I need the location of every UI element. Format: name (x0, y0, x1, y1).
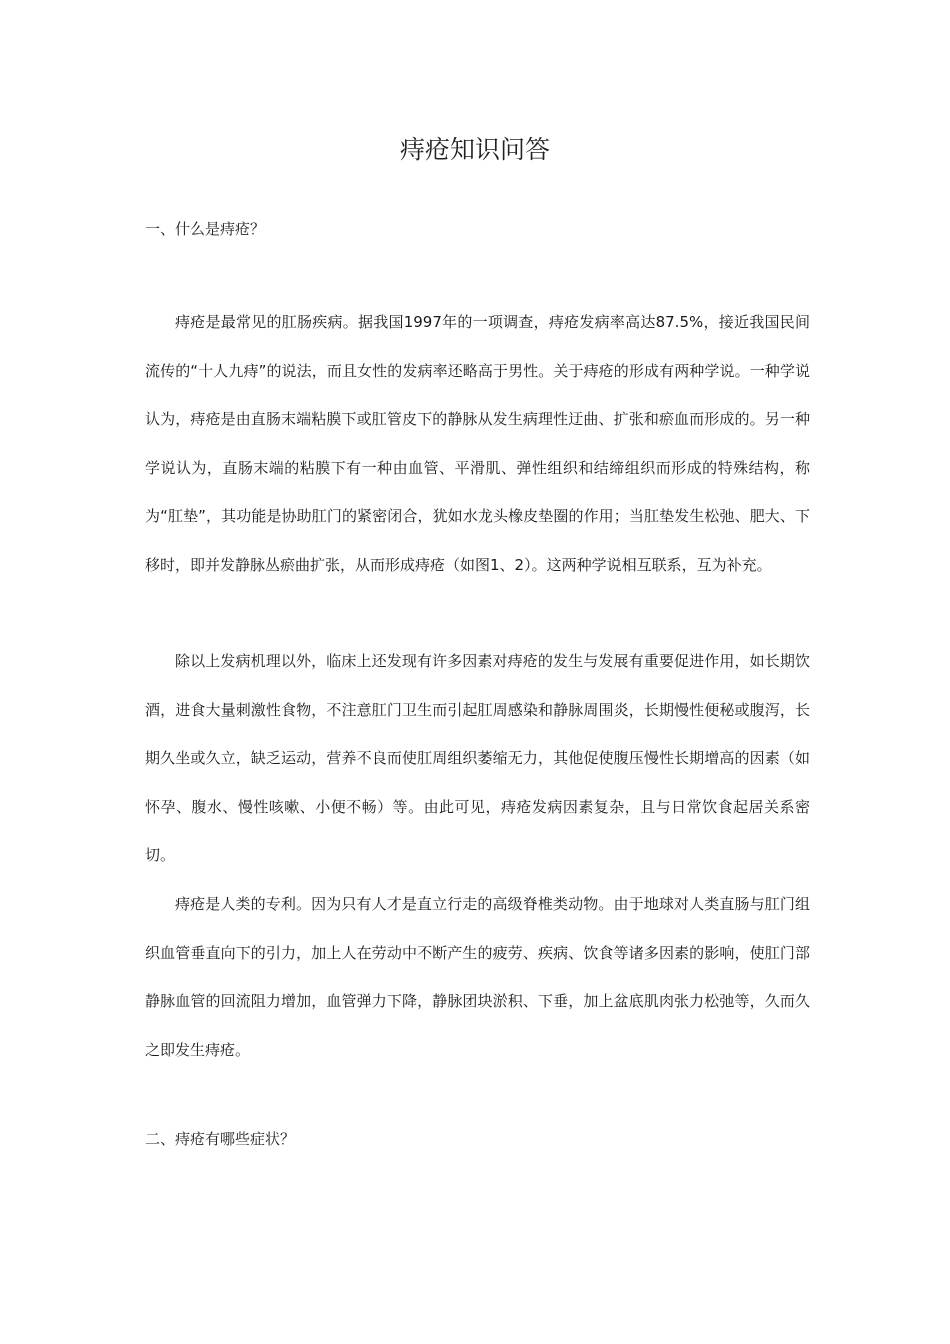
paragraph-1: 痔疮是最常见的肛肠疾病。据我国1997年的一项调查，痔疮发病率高达87.5%，接近我国民间流传的“十人九痔”的说法，而且女性的发病率还略高于男性。关于痔疮的形成有两种学说。一种学说认为，痔疮是由直肠末端粘膜下或肛管皮下的静脉从发生病理性迂曲、扩张和瘀血而形成的。另一种学说认为，直肠末端的粘膜下有一种由血管、平滑肌、弹性组织和结缔组织而形成的特殊结构，称为“肛垫”，其功能是协助肛门的紧密闭合，犹如水龙头橡皮垫圈的作用；当肛垫发生松弛、肥大、下移时，即并发静脉丛瘀曲扩张，从而形成痔疮（如图1、2）。这两种学说相互联系，互为补充。 (145, 313, 810, 574)
document-title: 痔疮知识问答 (399, 135, 550, 164)
section-heading-2: 二、痔疮有哪些症状？ (145, 1130, 296, 1148)
section-heading-1: 一、什么是痔疮？ (145, 220, 266, 238)
paragraph-2: 除以上发病机理以外，临床上还发现有许多因素对痔疮的发生与发展有重要促进作用，如长期饮酒，进食大量刺激性食物，不注意肛门卫生而引起肛周感染和静脉周围炎，长期慢性便秘或腹泻，长期久坐或久立，缺乏运动，营养不良而使肛周组织萎缩无力，其他促使腹压慢性长期增高的因素（如怀孕、腹水、慢性咳嗽、小便不畅）等。由此可见，痔疮发病因素复杂，且与日常饮食起居关系密切。 (145, 652, 810, 864)
paragraph-3: 痔疮是人类的专利。因为只有人才是直立行走的高级脊椎类动物。由于地球对人类直肠与肛门组织血管垂直向下的引力，加上人在劳动中不断产生的疲劳、疾病、饮食等诸多因素的影响，使肛门部静脉血管的回流阻力增加，血管弹力下降，静脉团块淤积、下垂，加上盆底肌肉张力松弛等，久而久之即发生痔疮。 (145, 895, 810, 1059)
